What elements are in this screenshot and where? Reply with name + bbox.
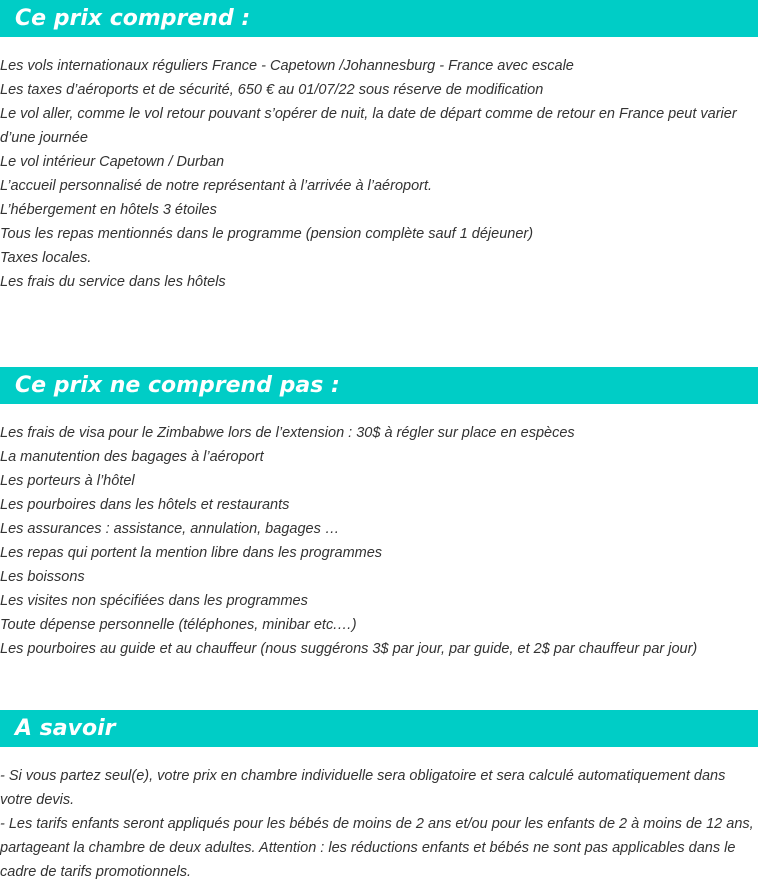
section-title-not-included: Ce prix ne comprend pas : xyxy=(0,367,758,404)
good-to-know-list xyxy=(0,764,758,884)
list-item: Les visites non spécifiées dans les programmes xyxy=(0,593,308,609)
list-item: Les taxes d’aéroports et de sécurité, 650 € au 01/07/22 sous réserve de modification xyxy=(0,82,544,98)
list-item: Les boissons xyxy=(0,569,85,585)
included-list xyxy=(0,54,758,294)
list-item: - Les tarifs enfants seront appliqués pour les bébés de moins de 2 ans et/ou pour les enfants de 2 à moins de 12 ans, partageant la chambre de deux adultes. Attention : les réductions enfants et bébés ne sont pas applicables dans le cadre de tarifs promotionnels. xyxy=(0,816,754,880)
list-item: Tous les repas mentionnés dans le programme (pension complète sauf 1 déjeuner) xyxy=(0,226,534,242)
list-item: Toute dépense personnelle (téléphones, minibar etc.…) xyxy=(0,617,357,633)
section-title-included: Ce prix comprend : xyxy=(0,0,758,37)
list-item: Les frais du service dans les hôtels xyxy=(0,274,226,290)
list-item: - Si vous partez seul(e), votre prix en chambre individuelle sera obligatoire et sera calculé automatiquement dans votre devis. xyxy=(0,768,726,808)
list-item: Le vol intérieur Capetown / Durban xyxy=(0,154,225,170)
list-item: Les pourboires au guide et au chauffeur (nous suggérons 3$ par jour, par guide, et 2$ par chauffeur par jour) xyxy=(0,641,698,657)
list-item: Les vols internationaux réguliers France - Capetown /Johannesburg - France avec escale xyxy=(0,58,574,74)
list-item: Les porteurs à l’hôtel xyxy=(0,473,135,489)
list-item: Les assurances : assistance, annulation, bagages … xyxy=(0,521,340,537)
list-item: Le vol aller, comme le vol retour pouvant s’opérer de nuit, la date de départ comme de retour en France peut varier d’une journée xyxy=(0,106,737,146)
not-included-list xyxy=(0,421,758,661)
list-item: Les pourboires dans les hôtels et restaurants xyxy=(0,497,290,513)
list-item: La manutention des bagages à l’aéroport xyxy=(0,449,264,465)
list-item: Les repas qui portent la mention libre dans les programmes xyxy=(0,545,383,561)
list-item: Taxes locales. xyxy=(0,250,92,266)
section-title-good-to-know: A savoir xyxy=(0,710,758,747)
list-item: L’hébergement en hôtels 3 étoiles xyxy=(0,202,217,218)
list-item: Les frais de visa pour le Zimbabwe lors de l’extension : 30$ à régler sur place en espèces xyxy=(0,425,575,441)
list-item: L’accueil personnalisé de notre représentant à l’arrivée à l’aéroport. xyxy=(0,178,433,194)
